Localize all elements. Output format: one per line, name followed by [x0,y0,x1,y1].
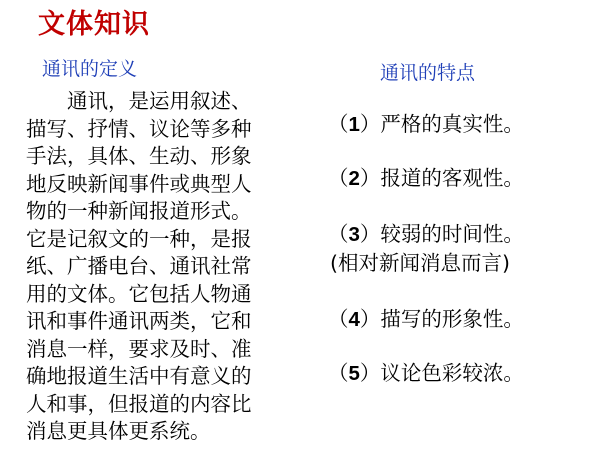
definition-line: 通讯，是运用叙述、 [67,89,252,113]
features-heading: 通讯的特点 [380,62,476,84]
feature-item [328,164,524,193]
definition-body [26,88,294,446]
feature-number: 4 [348,308,360,331]
feature-text: 描写的形象性。 [380,307,524,331]
feature-number: 3 [348,223,360,246]
definition-line: 物的一种新闻报道形式。 [26,199,252,223]
feature-text: 严格的真实性。 [380,112,524,136]
feature-number: 5 [348,362,360,385]
definition-line: 消息更具体更系统。 [26,419,211,443]
feature-number: 2 [348,167,360,190]
feature-number: 1 [348,113,360,136]
page-title: 文体知识 [38,9,150,40]
definition-heading: 通讯的定义 [42,58,138,80]
definition-line: 消息一样，要求及时、准 [26,336,252,361]
feature-text: 议论色彩较浓。 [380,361,524,385]
feature-item [328,359,524,388]
definition-line: 用的文体。它包括人物通 [26,281,252,306]
feature-open-paren: （ [328,166,349,190]
feature-item [328,220,524,249]
feature-close-paren: ） [359,307,381,331]
definition-line: 纸、广播电台、通讯社常 [26,254,252,278]
definition-line: 它是记叙文的一种，是报 [26,226,252,251]
feature-close-paren: ） [359,222,381,246]
definition-line: 确地报道生活中有意义的 [26,364,252,388]
definition-line: 讯和事件通讯两类，它和 [26,309,252,333]
feature-text: 较弱的时间性。 [380,222,524,246]
feature-text: 报道的客观性。 [380,166,524,190]
feature-item [328,110,524,139]
definition-line: 地反映新闻事件或典型人 [26,171,252,196]
definition-line: 手法，具体、生动、形象 [26,144,252,168]
feature-close-paren: ） [359,112,381,136]
definition-line: 人和事，但报道的内容比 [26,391,252,416]
feature-note: (相对新闻消息而言) [330,251,510,275]
definition-line: 描写、抒情、议论等多种 [26,116,252,141]
feature-close-paren: ） [359,166,381,190]
feature-open-paren: （ [328,361,349,385]
feature-item [328,305,524,334]
feature-open-paren: （ [328,112,349,136]
feature-close-paren: ） [359,361,381,385]
feature-open-paren: （ [328,222,349,246]
feature-open-paren: （ [328,307,349,331]
